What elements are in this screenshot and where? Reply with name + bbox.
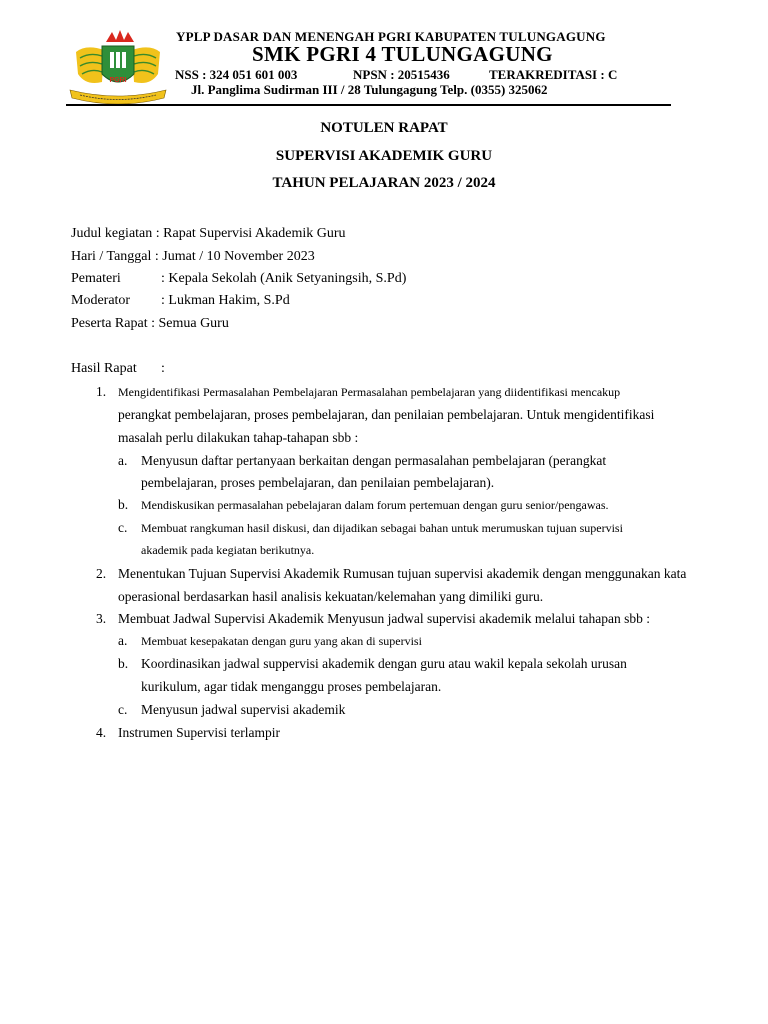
school-ids <box>175 67 617 83</box>
doc-subtitle: SUPERVISI AKADEMIK GURU <box>275 148 493 164</box>
field-peserta: Peserta Rapat : Semua Guru <box>71 316 229 331</box>
doc-year: TAHUN PELAJARAN 2023 / 2024 <box>272 175 496 191</box>
hasil-colon: : <box>161 361 165 376</box>
item-2-line-2: operasional berdasarkan hasil analisis kekuatan/kelemahan yang dimiliki guru. <box>118 589 544 604</box>
item-1-number: 1. <box>96 384 107 399</box>
item-3-number: 3. <box>96 611 107 626</box>
pemateri-label: Pemateri <box>71 271 121 286</box>
logo-pgri-text: PGRI <box>109 77 127 84</box>
letterhead-divider <box>66 104 671 106</box>
npsn: NPSN : 20515436 <box>353 67 450 82</box>
item-1a-line-2: pembelajaran, proses pembelajaran, dan penilaian pembelajaran). <box>141 475 495 490</box>
akreditasi: TERAKREDITASI : C <box>489 67 618 82</box>
field-hasil <box>71 361 165 377</box>
item-1a-letter: a. <box>118 453 128 468</box>
item-1-line-3: masalah perlu dilakukan tahap-tahapan sbb : <box>118 430 359 445</box>
field-moderator <box>71 293 290 309</box>
item-1c-letter: c. <box>118 520 128 535</box>
item-2-line-1: Menentukan Tujuan Supervisi Akademik Rumusan tujuan supervisi akademik dengan menggunakan kata <box>118 566 687 581</box>
item-1b-line: Mendiskusikan permasalahan pebelajaran dalam forum pertemuan dengan guru senior/pengawas. <box>141 498 609 512</box>
item-3a-line: Membuat kesepakatan dengan guru yang akan di supervisi <box>141 634 422 648</box>
item-2-number: 2. <box>96 566 107 581</box>
item-3b-line-2: kurikulum, agar tidak menganggu proses pembelajaran. <box>141 679 442 694</box>
item-3b-line-1: Koordinasikan jadwal suppervisi akademik dengan guru atau wakil kepala sekolah urusan <box>141 656 627 671</box>
pemateri-value: : Kepala Sekolah (Anik Setyaningsih, S.Pd) <box>161 271 407 286</box>
doc-title: NOTULEN RAPAT <box>320 120 448 136</box>
moderator-value: : Lukman Hakim, S.Pd <box>161 293 290 308</box>
field-pemateri <box>71 271 406 287</box>
item-1-line-1: Mengidentifikasi Permasalahan Pembelajaran Permasalahan pembelajaran yang diidentifikasi mencakup <box>118 385 621 399</box>
item-3c-line: Menyusun jadwal supervisi akademik <box>141 702 346 717</box>
item-1c-line-2: akademik pada kegiatan berikutnya. <box>141 543 315 557</box>
item-1c-line-1: Membuat rangkuman hasil diskusi, dan dijadikan sebagai bahan untuk merumuskan tujuan supervisi <box>141 521 623 535</box>
item-4-number: 4. <box>96 725 107 740</box>
item-1a-line-1: Menyusun daftar pertanyaan berkaitan dengan permasalahan pembelajaran (perangkat <box>141 453 607 468</box>
item-3-line: Membuat Jadwal Supervisi Akademik Menyusun jadwal supervisi akademik melalui tahapan sbb : <box>118 611 651 626</box>
item-1b-letter: b. <box>118 497 129 512</box>
item-4-line: Instrumen Supervisi terlampir <box>118 725 280 740</box>
item-3b-letter: b. <box>118 656 129 671</box>
school-name: SMK PGRI 4 TULUNGAGUNG <box>252 42 553 66</box>
hasil-label: Hasil Rapat <box>71 361 137 376</box>
org-line: YPLP DASAR DAN MENENGAH PGRI KABUPATEN TULUNGAGUNG <box>176 29 606 44</box>
item-1-line-2: perangkat pembelajaran, proses pembelajaran, dan penilaian pembelajaran. Untuk mengidentifikasi <box>118 407 655 422</box>
item-3a-letter: a. <box>118 633 128 648</box>
pgri-logo-icon <box>66 30 170 106</box>
item-3c-letter: c. <box>118 702 128 717</box>
field-hari: Hari / Tanggal : Jumat / 10 November 2023 <box>71 249 315 264</box>
field-judul: Judul kegiatan : Rapat Supervisi Akademik Guru <box>71 226 346 241</box>
moderator-label: Moderator <box>71 293 131 308</box>
school-address: Jl. Panglima Sudirman III / 28 Tulungagung Telp. (0355) 325062 <box>191 82 548 97</box>
nss: NSS : 324 051 601 003 <box>175 67 298 82</box>
